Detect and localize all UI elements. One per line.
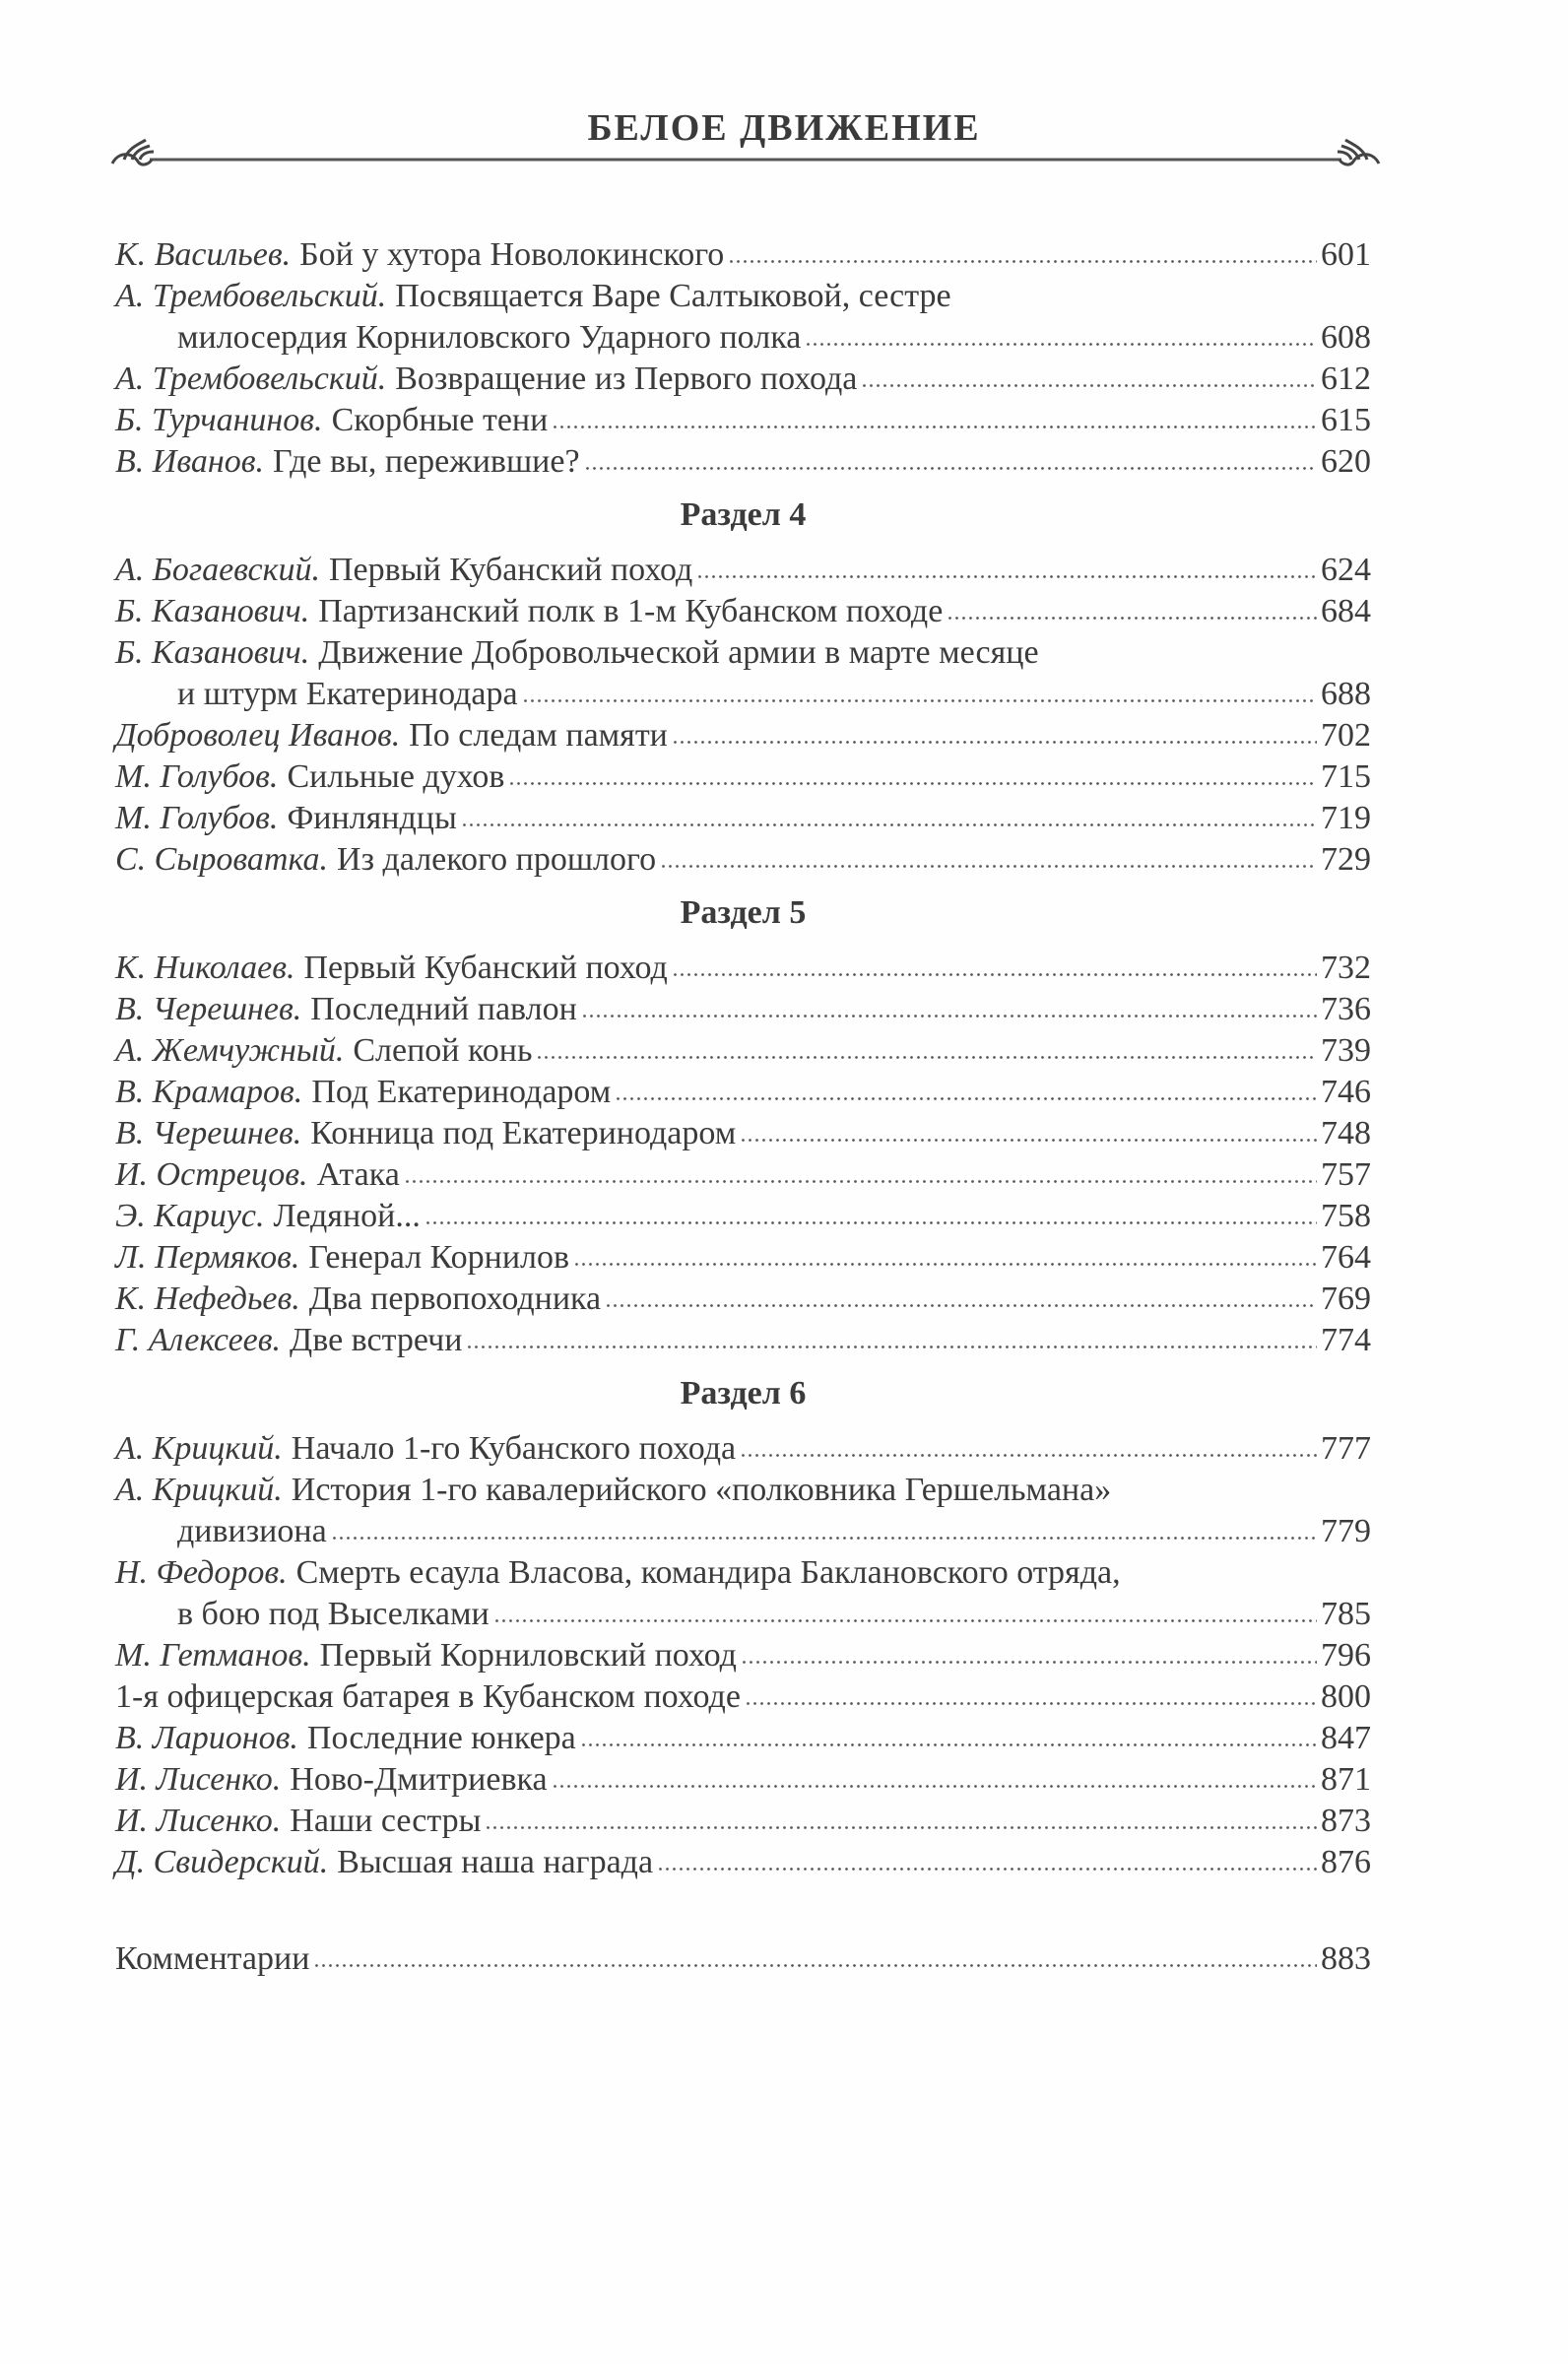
toc-entry-line — [115, 1196, 1371, 1237]
entry-author: В. Ларионов. — [115, 1720, 298, 1756]
toc-section — [115, 1883, 1371, 1980]
toc-entry[interactable] — [115, 1030, 1371, 1072]
toc-entry-line — [115, 715, 1371, 756]
toc-entry[interactable] — [115, 1072, 1371, 1113]
entry-author: И. Острецов. — [115, 1156, 308, 1193]
entry-title: Финляндцы — [287, 800, 457, 836]
toc-entry-line — [115, 1801, 1371, 1842]
toc-entry-line — [115, 674, 1371, 715]
entry-author: Л. Пермяков. — [115, 1239, 300, 1276]
entry-author: А. Крицкий. — [115, 1472, 283, 1508]
entry-author: А. Трембовельский. — [115, 361, 387, 397]
ornamental-rule — [110, 138, 1381, 177]
toc-entry-line — [115, 591, 1371, 632]
entry-title: 1-я офицерская батарея в Кубанском походе — [115, 1678, 741, 1715]
entry-title: Ледяной... — [273, 1198, 421, 1234]
toc-entry[interactable] — [115, 1237, 1371, 1279]
toc-entry[interactable] — [115, 756, 1371, 798]
entry-page-number: 777 — [1321, 1430, 1371, 1467]
entry-page-number: 779 — [1321, 1513, 1371, 1549]
entry-author: Б. Турчанинов. — [115, 402, 323, 438]
entry-title: Ново-Дмитриевка — [290, 1761, 548, 1798]
entry-page-number: 748 — [1321, 1115, 1371, 1151]
entry-page-number: 796 — [1321, 1637, 1371, 1674]
toc-entry-line — [115, 1938, 1371, 1980]
entry-title: Первый Корниловский поход — [319, 1637, 737, 1674]
toc-entry-line — [115, 756, 1371, 798]
toc-entry[interactable] — [115, 1113, 1371, 1154]
toc-entry-line — [115, 1842, 1371, 1883]
entry-title: Атака — [316, 1156, 400, 1193]
entry-page-number: 800 — [1321, 1678, 1371, 1715]
entry-page-number: 601 — [1321, 236, 1371, 273]
entry-title: Где вы, пережившие? — [272, 443, 580, 480]
toc-entry-line — [115, 1237, 1371, 1279]
entry-author: М. Голубов. — [115, 800, 279, 836]
toc-entry[interactable] — [115, 1279, 1371, 1320]
entry-page-number: 883 — [1321, 1940, 1371, 1977]
toc-entry[interactable] — [115, 1154, 1371, 1196]
flourish-left-icon — [112, 140, 154, 164]
toc-entry[interactable] — [115, 839, 1371, 881]
toc-entry-line — [115, 1759, 1371, 1801]
entry-page-number: 757 — [1321, 1156, 1371, 1193]
toc-entry[interactable] — [115, 1470, 1371, 1552]
entry-author: Г. Алексеев. — [115, 1322, 282, 1358]
entry-author: А. Жемчужный. — [115, 1032, 345, 1069]
entry-title: Два первопоходника — [308, 1280, 602, 1317]
toc-entry[interactable] — [115, 715, 1371, 756]
entry-page-number: 873 — [1321, 1803, 1371, 1839]
toc-entry-line — [115, 234, 1371, 276]
entry-author: А. Богаевский. — [115, 552, 320, 588]
entry-page-number: 624 — [1321, 552, 1371, 588]
dot-leader — [485, 1821, 1317, 1831]
entry-author: В. Крамаров. — [115, 1074, 303, 1110]
entry-page-number: 847 — [1321, 1720, 1371, 1756]
entry-page-number: 702 — [1321, 717, 1371, 754]
entry-page-number: 620 — [1321, 443, 1371, 480]
toc-entry[interactable] — [115, 1938, 1371, 1980]
toc-section — [115, 892, 1371, 1361]
toc-entry-line — [115, 317, 1371, 359]
toc-entry-line — [115, 1428, 1371, 1470]
toc-entry[interactable] — [115, 1759, 1371, 1801]
toc-entry-line — [115, 550, 1371, 591]
toc-entry-line — [115, 798, 1371, 839]
dot-leader — [508, 777, 1317, 787]
entry-page-number: 719 — [1321, 800, 1371, 836]
entry-title: Наши сестры — [290, 1803, 482, 1839]
dot-leader — [605, 1299, 1317, 1309]
toc-entry[interactable] — [115, 1196, 1371, 1237]
entry-title: Высшая наша награда — [337, 1844, 654, 1880]
toc-entry-line — [115, 1470, 1371, 1511]
dot-leader — [947, 612, 1317, 622]
entry-title: Из далекого прошлого — [337, 841, 657, 878]
entry-author: Б. Казанович. — [115, 634, 310, 671]
toc-entry-line — [115, 441, 1371, 483]
entry-author: С. Сыроватка. — [115, 841, 329, 878]
toc-entry-line — [115, 1635, 1371, 1676]
toc-entry[interactable] — [115, 1428, 1371, 1470]
entry-page-number: 876 — [1321, 1844, 1371, 1880]
toc-entry-line — [115, 1113, 1371, 1154]
entry-page-number: 608 — [1321, 319, 1371, 356]
toc-entry[interactable] — [115, 1635, 1371, 1676]
dot-leader — [745, 1697, 1317, 1707]
toc-entry-line — [115, 1676, 1371, 1718]
dot-leader — [740, 1134, 1317, 1144]
toc-entry[interactable] — [115, 550, 1371, 591]
entry-author: В. Иванов. — [115, 443, 264, 480]
entry-title: Движение Добровольческой армии в марте месяце — [318, 634, 1039, 671]
dot-leader — [331, 1532, 1317, 1542]
entry-author: Б. Казанович. — [115, 593, 310, 629]
toc-entry[interactable] — [115, 1320, 1371, 1361]
entry-page-number: 739 — [1321, 1032, 1371, 1069]
toc-entry-line — [115, 1594, 1371, 1635]
dot-leader — [805, 338, 1317, 348]
entry-page-number: 769 — [1321, 1280, 1371, 1317]
toc-entry-line — [115, 359, 1371, 400]
section-spacer — [115, 1883, 1371, 1938]
toc-entry[interactable] — [115, 798, 1371, 839]
dot-leader — [425, 1216, 1317, 1226]
dot-leader — [536, 1051, 1317, 1061]
entry-author: К. Николаев. — [115, 950, 295, 986]
toc-entry[interactable] — [115, 400, 1371, 441]
entry-title: Партизанский полк в 1-м Кубанском походе — [318, 593, 944, 629]
entry-author: И. Лисенко. — [115, 1803, 282, 1839]
dot-leader — [581, 1010, 1317, 1019]
entry-title: История 1-го кавалерийского «полковника Гершельмана» — [291, 1472, 1112, 1508]
toc-entry[interactable] — [115, 1801, 1371, 1842]
toc-entry-line — [115, 1718, 1371, 1759]
entry-page-number: 736 — [1321, 991, 1371, 1027]
entry-title: Первый Кубанский поход — [303, 950, 668, 986]
entry-title: в бою под Выселками — [177, 1596, 490, 1632]
entry-page-number: 785 — [1321, 1596, 1371, 1632]
dot-leader — [461, 819, 1317, 828]
entry-title: Скорбные тени — [331, 402, 549, 438]
entry-title: Две встречи — [290, 1322, 463, 1358]
section-heading: Раздел 5 — [680, 894, 807, 931]
entry-page-number: 746 — [1321, 1074, 1371, 1110]
toc-entry-line — [115, 1154, 1371, 1196]
dot-leader — [741, 1656, 1317, 1666]
entry-page-number: 729 — [1321, 841, 1371, 878]
flourish-right-icon — [1338, 140, 1379, 164]
dot-leader — [573, 1258, 1317, 1268]
toc-entry-line — [115, 1279, 1371, 1320]
toc-entry-line — [115, 948, 1371, 989]
dot-leader — [313, 1959, 1317, 1969]
dot-leader — [660, 860, 1317, 870]
entry-title: Сильные духов — [287, 758, 505, 795]
toc-entry-line — [115, 1511, 1371, 1552]
entry-author: М. Гетманов. — [115, 1637, 311, 1674]
entry-author: Д. Свидерский. — [115, 1844, 329, 1880]
dot-leader — [672, 968, 1317, 978]
entry-page-number: 715 — [1321, 758, 1371, 795]
toc-entry-line — [115, 1552, 1371, 1594]
toc-section — [115, 1373, 1371, 1883]
dot-leader — [657, 1863, 1317, 1872]
entry-title: Начало 1-го Кубанского похода — [291, 1430, 737, 1467]
dot-leader — [493, 1614, 1317, 1624]
entry-author: М. Голубов. — [115, 758, 279, 795]
book-title: БЕЛОЕ ДВИЖЕНИЕ — [587, 107, 981, 149]
dot-leader — [552, 1780, 1317, 1790]
toc-entry-line — [115, 989, 1371, 1030]
dot-leader — [584, 462, 1317, 472]
entry-author: А. Крицкий. — [115, 1430, 283, 1467]
entry-page-number: 758 — [1321, 1198, 1371, 1234]
toc-entry[interactable] — [115, 441, 1371, 483]
entry-author: Э. Кариус. — [115, 1198, 265, 1234]
dot-leader — [740, 1449, 1317, 1459]
entry-author: К. Нефедьев. — [115, 1280, 300, 1317]
dot-leader — [672, 736, 1317, 746]
section-heading: Раздел 4 — [680, 496, 807, 533]
entry-page-number: 764 — [1321, 1239, 1371, 1276]
entry-title: Первый Кубанский поход — [328, 552, 693, 588]
toc-entry-line — [115, 1030, 1371, 1072]
section-heading: Раздел 6 — [680, 1375, 807, 1412]
toc-entry[interactable] — [115, 632, 1371, 715]
entry-author: В. Черешнев. — [115, 991, 302, 1027]
toc-entry-line — [115, 1072, 1371, 1113]
toc-entry[interactable] — [115, 591, 1371, 632]
entry-author: И. Лисенко. — [115, 1761, 282, 1798]
toc-entry-line — [115, 632, 1371, 674]
dot-leader — [522, 694, 1317, 704]
toc-section — [115, 234, 1371, 483]
dot-leader — [861, 379, 1317, 389]
entry-author: А. Трембовельский. — [115, 278, 387, 314]
toc-entry[interactable] — [115, 989, 1371, 1030]
entry-title: дивизиона — [177, 1513, 327, 1549]
dot-leader — [615, 1092, 1317, 1102]
toc-entry[interactable] — [115, 234, 1371, 276]
entry-title: Под Екатеринодаром — [311, 1074, 612, 1110]
entry-page-number: 612 — [1321, 361, 1371, 397]
entry-title: Последние юнкера — [306, 1720, 576, 1756]
entry-title: Конница под Екатеринодаром — [310, 1115, 737, 1151]
dot-leader — [552, 421, 1317, 430]
toc-entry[interactable] — [115, 359, 1371, 400]
entry-author: В. Черешнев. — [115, 1115, 302, 1151]
entry-page-number: 774 — [1321, 1322, 1371, 1358]
toc-entry[interactable] — [115, 1676, 1371, 1718]
entry-title: Комментарии — [115, 1940, 310, 1977]
entry-page-number: 871 — [1321, 1761, 1371, 1798]
dot-leader — [728, 255, 1317, 265]
toc-entry[interactable] — [115, 1842, 1371, 1883]
entry-page-number: 732 — [1321, 950, 1371, 986]
entry-title: Генерал Корнилов — [308, 1239, 570, 1276]
entry-author: Доброволец Иванов. — [115, 717, 401, 754]
toc-entry-line — [115, 839, 1371, 881]
entry-title: Слепой конь — [353, 1032, 533, 1069]
toc-entry[interactable] — [115, 1552, 1371, 1635]
entry-author: Н. Федоров. — [115, 1554, 288, 1591]
entry-title: и штурм Екатеринодара — [177, 676, 518, 712]
toc-section — [115, 494, 1371, 881]
entry-title: Бой у хутора Новолокинского — [299, 236, 725, 273]
toc-entry-line — [115, 400, 1371, 441]
entry-title: милосердия Корниловского Ударного полка — [177, 319, 802, 356]
dot-leader — [696, 570, 1317, 580]
toc-entry-line — [115, 1320, 1371, 1361]
entry-title: По следам памяти — [409, 717, 668, 754]
toc-entry[interactable] — [115, 276, 1371, 359]
entry-title: Последний павлон — [310, 991, 577, 1027]
toc-entry[interactable] — [115, 1718, 1371, 1759]
entry-title: Смерть есаула Власова, командира Баклановского отряда, — [295, 1554, 1121, 1591]
dot-leader — [466, 1341, 1317, 1350]
dot-leader — [580, 1739, 1317, 1748]
entry-title: Посвящается Варе Салтыковой, сестре — [395, 278, 951, 314]
entry-page-number: 615 — [1321, 402, 1371, 438]
dot-leader — [404, 1175, 1317, 1185]
entry-page-number: 688 — [1321, 676, 1371, 712]
toc-entry-line — [115, 276, 1371, 317]
entry-page-number: 684 — [1321, 593, 1371, 629]
entry-title: Возвращение из Первого похода — [395, 361, 858, 397]
toc-entry[interactable] — [115, 948, 1371, 989]
table-of-contents — [115, 234, 1371, 1980]
entry-author: К. Васильев. — [115, 236, 292, 273]
